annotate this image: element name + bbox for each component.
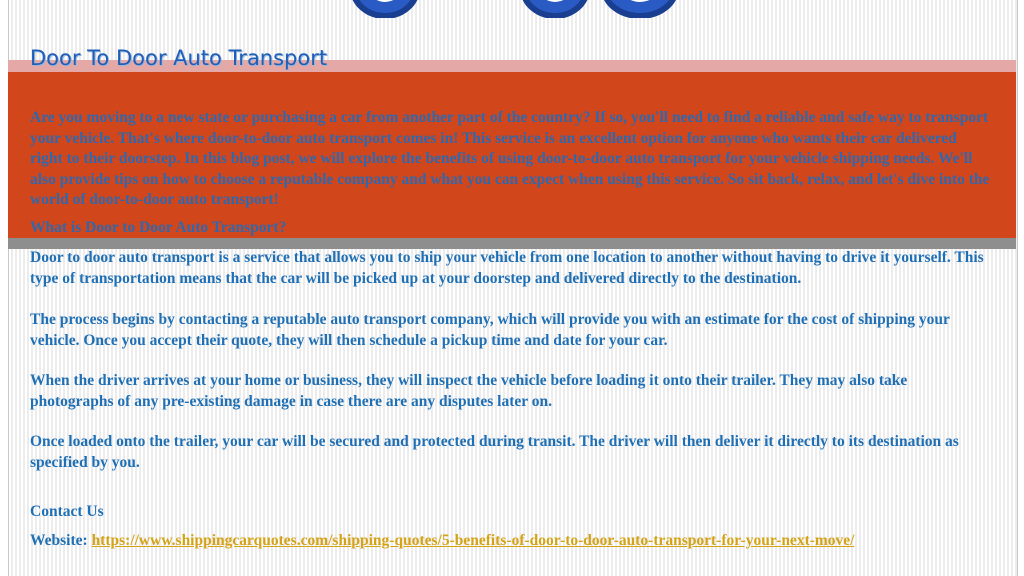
section-heading: What is Door to Door Auto Transport? — [30, 219, 287, 236]
website-link[interactable]: https://www.shippingcarquotes.com/shipping-quotes/5-benefits-of-door-to-door-auto-transport-for-your-next-move/ — [91, 532, 855, 549]
body-paragraph: When the driver arrives at your home or business, they will inspect the vehicle before loading it onto their trailer. They may also take photographs of any pre-existing damage in case there are any disputes later on. — [30, 372, 908, 410]
intro-paragraph: Are you moving to a new state or purchasing a car from another part of the country? If so, you'll need to find a reliable and safe way to transport your vehicle. That's where door-to-door auto transport comes in! This service is an excellent option for anyone who wants their car delivered right to their doorstep. In this blog post, we will explore the benefits of using door-to-door auto transport for your vehicle shipping needs. We'll also provide tips on how to choose a reputable company and what you can expect when using this service. So sit back, relax, and let's dive into the world of door-to-door auto transport! — [30, 109, 990, 208]
body-paragraph: Once loaded onto the trailer, your car will be secured and protected during transit. The driver will then deliver it directly to its destination as specified by you. — [30, 433, 959, 471]
website-label: Website: — [30, 532, 88, 549]
body-paragraph: Door to door auto transport is a service that allows you to ship your vehicle from one location to another without having to drive it yourself. This type of transportation means that the car will be picked up at your doorstep and delivered directly to the destination. — [30, 249, 984, 287]
body-paragraph: The process begins by contacting a reputable auto transport company, which will provide you with an estimate for the cost of shipping your vehicle. Once you accept their quote, they will then schedule a pickup time and date for your car. — [30, 311, 950, 349]
website-line — [30, 531, 990, 552]
page-title: Door To Door Auto Transport — [30, 46, 328, 70]
contact-heading: Contact Us — [30, 503, 104, 520]
logo-graphic — [340, 0, 700, 18]
